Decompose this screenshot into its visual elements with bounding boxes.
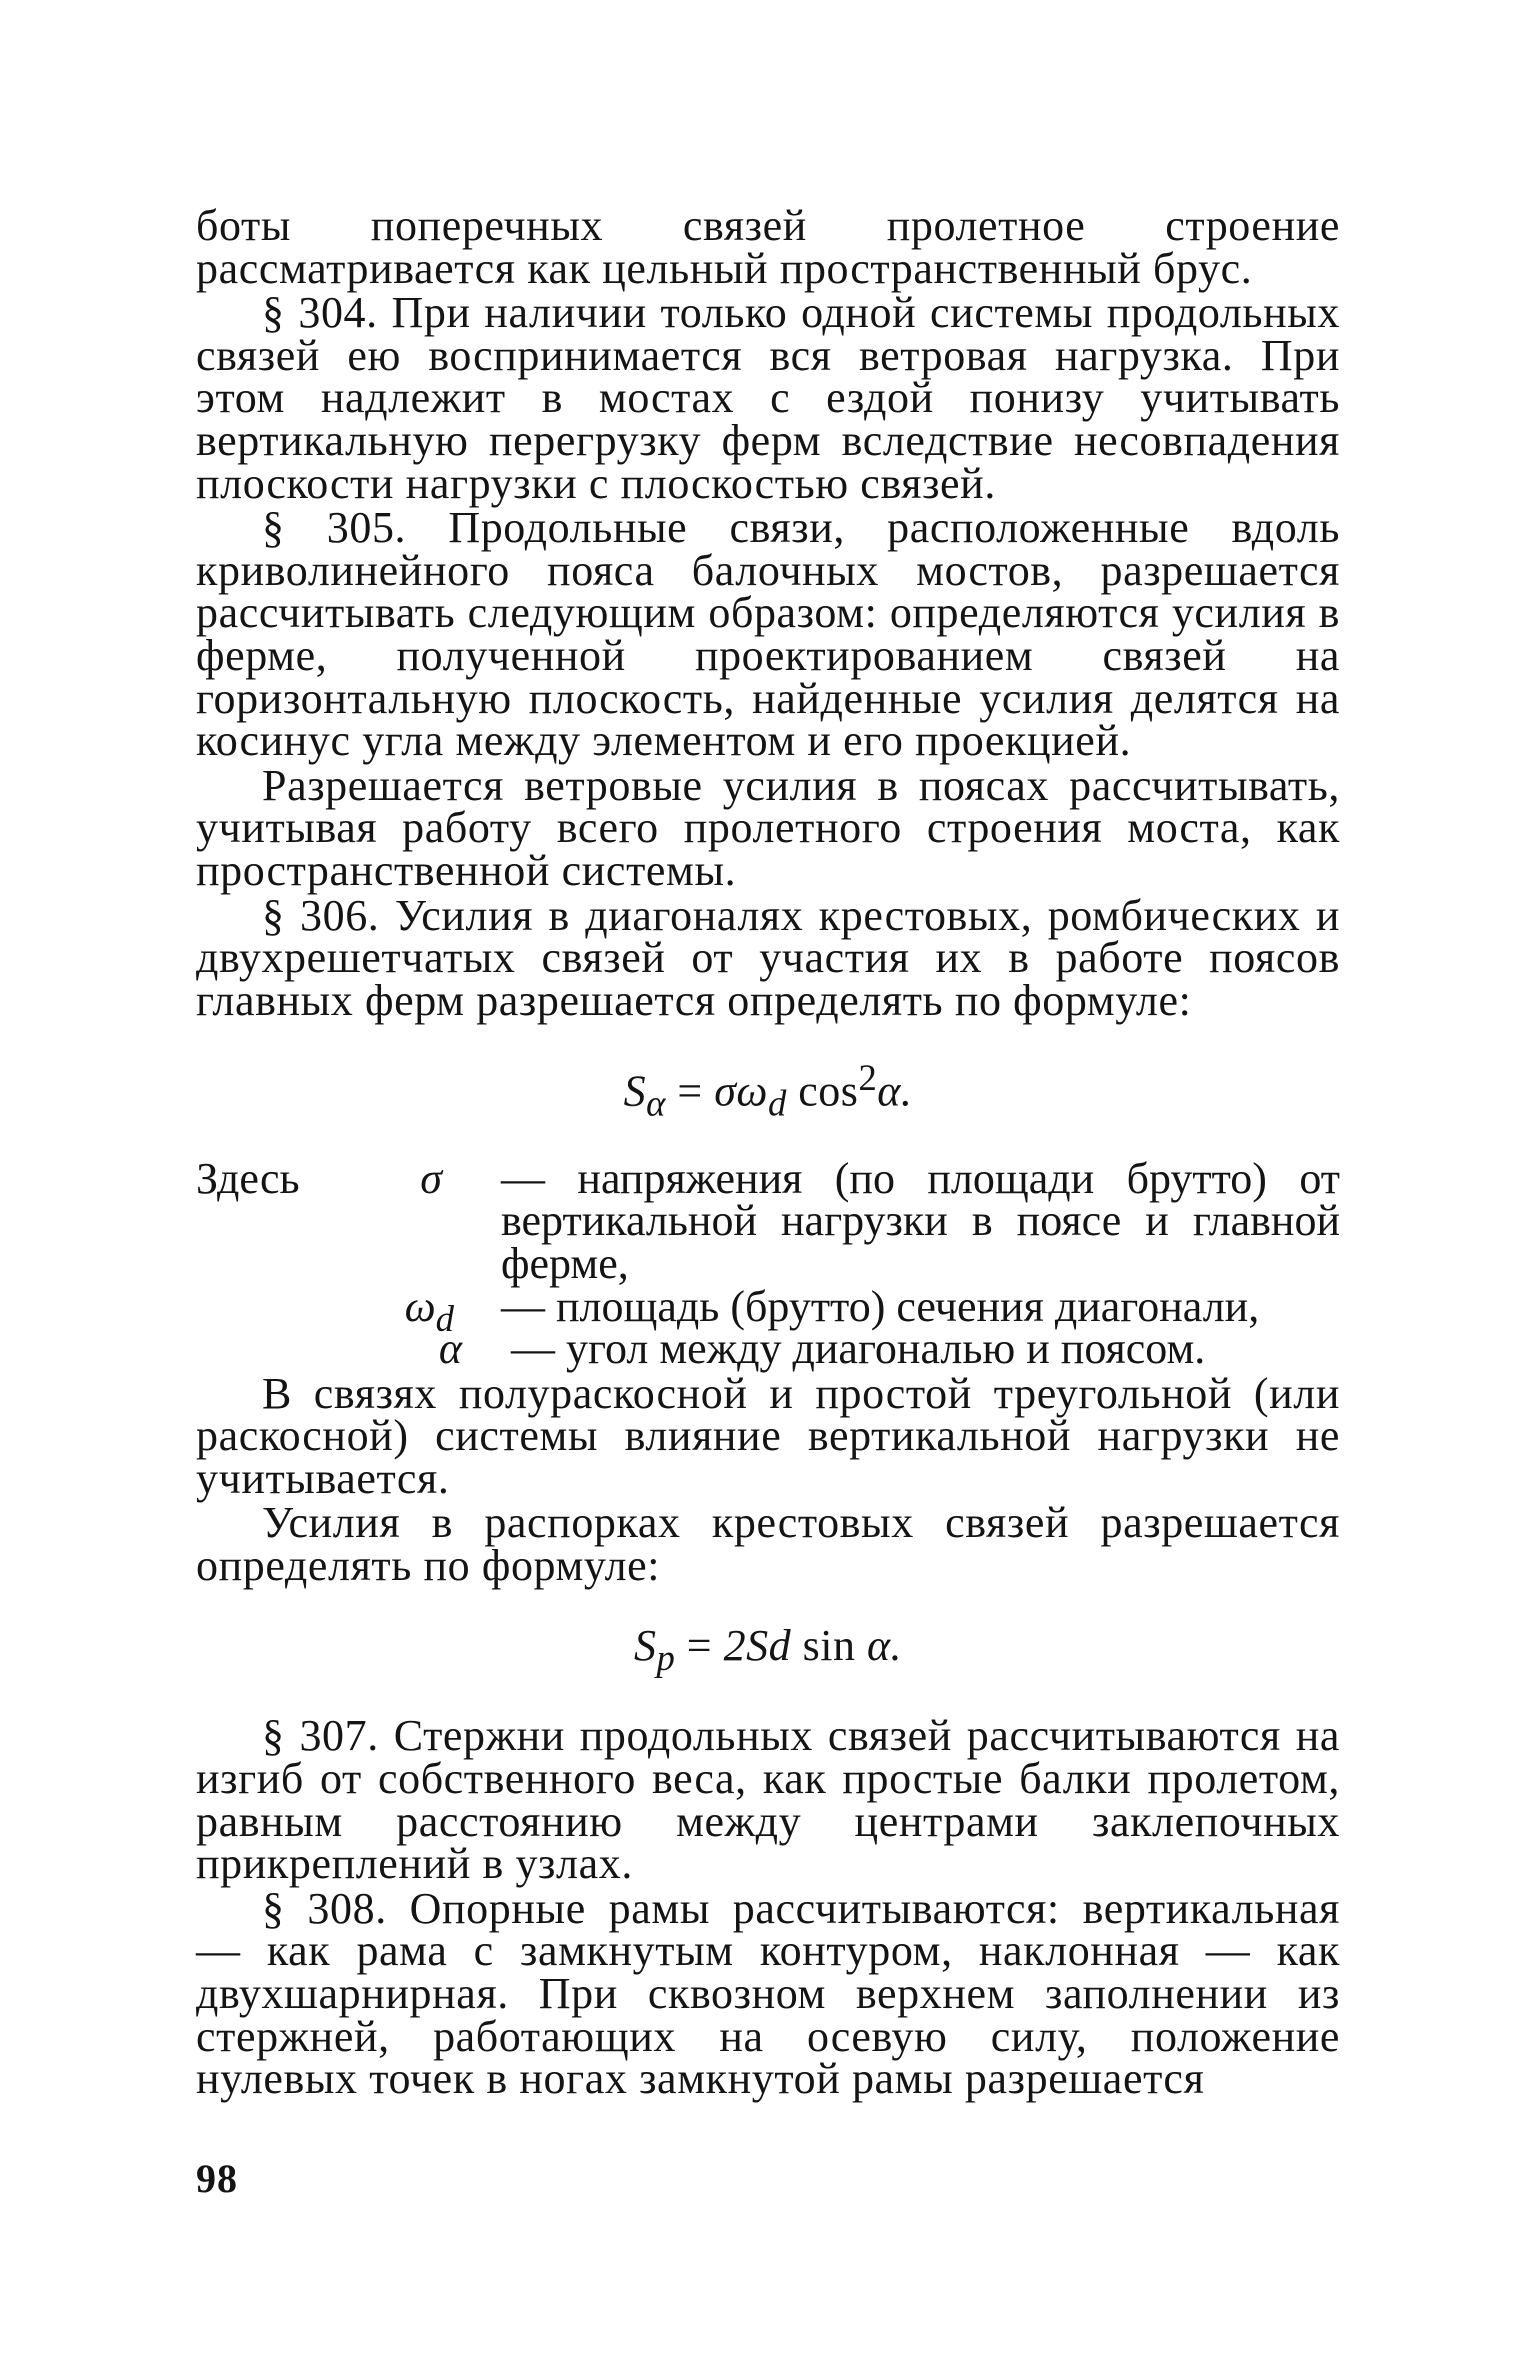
formula-lhs: S [623, 1066, 647, 1116]
legend-symbol-sigma: σ [420, 1153, 442, 1203]
formula-exponent: 2 [858, 1057, 878, 1099]
legend-row-omega [196, 1281, 1340, 1339]
page-body [196, 201, 1340, 2104]
formula-rhs-factor: σω [714, 1066, 768, 1116]
symbol-legend [196, 1153, 1340, 1374]
text-block-bottom [196, 1711, 1340, 2104]
text-block-mid [196, 1368, 1340, 1591]
formula-strut-force [196, 1616, 1340, 1688]
paragraph-half-diagonal: В связях полураскосной и простой треугольной (или раскосной) системы влияние вертикальной нагрузки не учитывается. [196, 1368, 1340, 1503]
paragraph-struts: Усилия в распорках крестовых связей разрешается определять по формуле: [196, 1498, 1340, 1591]
legend-lead-word: Здесь [196, 1153, 300, 1203]
formula-rhs-subscript: d [767, 1082, 787, 1124]
formula2-angle: α. [866, 1620, 903, 1670]
formula-cos: cos [786, 1066, 859, 1116]
text-block-top [196, 201, 1340, 1025]
paragraph-308: § 308. Опорные рамы рассчитываются: вертикальная — как рама с замкнутым контуром, наклонная — как двухшарнирная. При сквозном верхнем заполнении из стержней, работающих на осевую силу, положение нулевых точек в ногах замкнутой рамы разрешается [196, 1883, 1340, 2104]
formula-lhs-subscript: α [646, 1082, 666, 1124]
legend-text-omega: — площадь (брутто) сечения диагонали, [501, 1281, 1260, 1331]
paragraph-306: § 306. Усилия в диагоналях крестовых, ромбических и двухрешетчатых связей от участия их в работе поясов главных ферм разрешается определять по формуле: [196, 890, 1340, 1025]
formula-diagonal-force [196, 1048, 1340, 1133]
formula-angle: α. [877, 1066, 913, 1116]
formula2-lhs: S [633, 1620, 657, 1670]
legend-symbol-omega-subscript: d [435, 1297, 454, 1339]
paragraph-307: § 307. Стержни продольных связей рассчитываются на изгиб от собственного веса, как простые балки пролетом, равным расстоянию между центрами заклепочных прикреплений в узлах. [196, 1711, 1340, 1889]
legend-text-sigma: — напряжения (по площади брутто) от вертикальной нагрузки в поясе и главной ферме, [501, 1153, 1340, 1288]
paragraph-wind-forces: Разрешается ветровые усилия в поясах рассчитывать, учитывая работу всего пролетного строения моста, как пространственной системы. [196, 760, 1340, 895]
page-number: 98 [196, 2156, 238, 2201]
paragraph-305: § 305. Продольные связи, расположенные вдоль криволинейного пояса балочных мостов, разрешается рассчитывать следующим образом: определяются усилия в ферме, полученной проектированием связей на горизонтальную плоскость, найденные усилия делятся на косинус угла между элементом и его проекцией. [196, 503, 1340, 766]
paragraph-continuation: боты поперечных связей пролетное строение рассматривается как цельный пространственный брус. [196, 201, 1340, 293]
legend-row-alpha [196, 1324, 1340, 1374]
legend-symbol-alpha: α [438, 1324, 462, 1374]
legend-symbol-omega-base: ω [404, 1281, 436, 1331]
formula2-rhs-factor: 2Sd [723, 1620, 792, 1670]
legend-text-alpha: — угол между диагональю и поясом. [511, 1324, 1206, 1374]
formula2-equals: = [675, 1620, 724, 1670]
formula-equals: = [665, 1066, 715, 1116]
legend-row-sigma [196, 1153, 1340, 1288]
paragraph-304: § 304. При наличии только одной системы продольных связей ею воспринимается вся ветровая нагрузка. При этом надлежит в мостах с ездой понизу учитывать вертикальную перегрузку ферм вследствие несовпадения плоскости нагрузки с плоскостью связей. [196, 288, 1340, 508]
formula2-sin: sin [791, 1620, 867, 1670]
formula2-lhs-subscript: p [656, 1636, 676, 1678]
